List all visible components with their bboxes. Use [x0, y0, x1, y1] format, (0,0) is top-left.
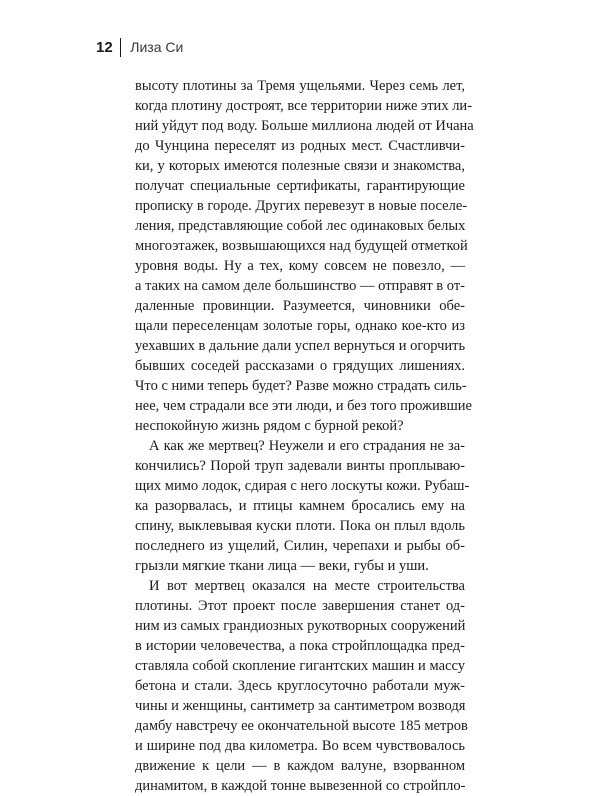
running-head-author: Лиза Си [130, 39, 184, 55]
paragraph [135, 576, 468, 796]
text-line: спину, выклевывая куски плоти. Пока он плыл вдоль [135, 518, 465, 534]
paragraph [135, 76, 474, 436]
page-header [96, 36, 183, 58]
page-number: 12 [96, 38, 113, 56]
text-line: ставляла собой скопление гигантских машин и массу [135, 658, 465, 674]
text-line: Что с ними теперь будет? Разве можно страдать силь- [135, 378, 467, 394]
text-line: многоэтажек, возвышающихся над будущей отметкой [135, 238, 468, 254]
text-line: в истории человечества, а пока стройплощадка пред- [135, 638, 465, 654]
text-line: движение к цели — в каждом валуне, взорванном [135, 758, 465, 774]
text-line: уехавших в дальние дали успел вернуться и огорчить [135, 338, 466, 354]
text-line: А как же мертвец? Неужели и его страдания не за- [149, 438, 465, 454]
text-line: ним из самых грандиозных рукотворных сооружений [135, 618, 466, 634]
text-line: ка разорвалась, и птицы камнем бросались ему на [135, 498, 465, 514]
text-line: плотины. Этот проект после завершения станет од- [135, 598, 465, 614]
text-line: когда плотину достроят, все территории ниже этих ли- [135, 98, 473, 114]
text-line: высоту плотины за Тремя ущельями. Через семь лет, [135, 78, 465, 94]
text-line: ки, у которых имеются полезные связи и знакомства, [135, 158, 465, 174]
paragraph [135, 436, 470, 576]
text-line: ний уйдут под воду. Больше миллиона людей от Ичана [135, 118, 474, 134]
text-line: чины и женщины, сантиметр за сантиметром возводя [135, 698, 466, 714]
text-line: бетона и стали. Здесь круглосуточно работали муж- [135, 678, 465, 694]
text-line: нее, чем страдали все эти люди, и без того прожившие [135, 398, 472, 414]
text-line: динамитом, в каждой тонне вывезенной со стройпло- [135, 778, 466, 794]
body-text [135, 76, 474, 796]
text-line: получат специальные сертификаты, гарантирующие [135, 178, 465, 194]
text-line: последнего из ущелий, Силин, черепахи и рыбы об- [135, 538, 465, 554]
text-line: дамбу навстречу ее окончательной высоте 185 метров [135, 718, 468, 734]
text-line: и ширине под два километра. Во всем чувствовалось [135, 738, 465, 754]
text-line: уровня воды. Ну а тех, кому совсем не повезло, — [135, 258, 465, 274]
text-line: щих мимо лодок, сдирая с него лоскуты кожи. Рубаш- [135, 478, 470, 494]
text-line: а таких на самом деле большинство — отправят в от- [135, 278, 465, 294]
header-divider [120, 38, 122, 57]
text-line: бывших соседей рассказами о грядущих лишениях. [135, 358, 465, 374]
text-line: ления, представляющие собой лес одинаковых белых [135, 218, 466, 234]
text-line: прописку в городе. Других перевезут в новые поселе- [135, 198, 468, 214]
text-line: грызли мягкие ткани лица — веки, губы и уши. [135, 558, 429, 574]
text-line: И вот мертвец оказался на месте строительства [149, 578, 465, 594]
text-line: щали переселенцам золотые горы, однако кое-кто из [135, 318, 465, 334]
text-line: даленные провинции. Разумеется, чиновники обе- [135, 298, 465, 314]
text-line: неспокойную жизнь рядом с бурной рекой? [135, 418, 404, 434]
text-line: до Чунцина переселят из родных мест. Счастливчи- [135, 138, 465, 154]
text-line: кончились? Порой труп задевали винты проплываю- [135, 458, 465, 474]
